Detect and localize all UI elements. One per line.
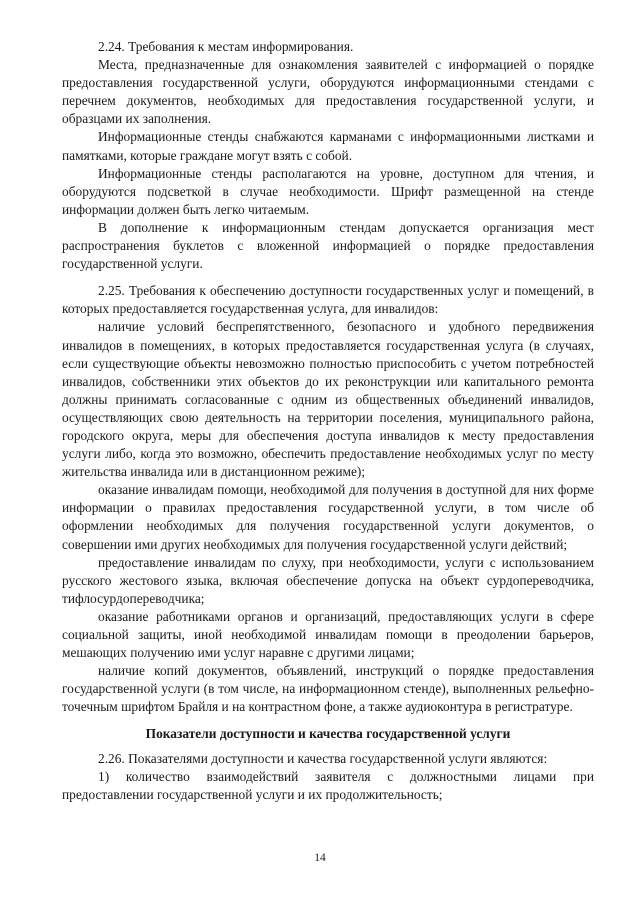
section-2-25-intro: 2.25. Требования к обеспечению доступности государственных услуг и помещений, в которых предоставляется государственная услуга, для инвалидов:: [62, 283, 594, 317]
paragraph: Информационные стенды располагаются на уровне, доступном для чтения, и оборудуются подсветкой в случае необходимости. Шрифт размещенной на стенде информации должен быть легко читаемым.: [62, 165, 594, 217]
paragraph: В дополнение к информационным стендам допускается организация мест распространения буклетов с вложенной информацией о порядке предоставления государственной услуги.: [62, 219, 594, 272]
paragraph: Информационные стенды снабжаются карманами с информационными листками и памятками, которые граждане могут взять с собой.: [62, 129, 594, 163]
section-2-24-heading: 2.24. Требования к местам информирования.: [98, 39, 354, 54]
list-item: оказание работниками органов и организаций, предоставляющих услуги в сфере социальной защиты, иной необходимой инвалидам помощи в преодолении барьеров, мешающих получению ими услуг наравне с другими лицами;: [62, 608, 594, 661]
section-2-26-intro: 2.26. Показателями доступности и качества государственной услуги являются:: [98, 750, 548, 766]
page-number: 14: [314, 852, 326, 864]
document-page: [62, 38, 594, 804]
section-title: Показатели доступности и качества государственной услуги: [145, 726, 511, 742]
list-item: наличие условий беспрепятственного, безопасного и удобного передвижения инвалидов в помещениях, в которых предоставляется государственная услуга (в случаях, если существующие объекты невозможно полностью приспособить с учетом потребностей инвалидов, собственники этих объектов до их реконструкции или капитального ремонта должны принимать согласованные с одним из общественных объединений инвалидов, осуществляющих свою деятельность на территории поселения, муниципального района, городского округа, меры для обеспечения доступа инвалидов к месту предоставления услуги либо, когда это возможно, обеспечить предоставление необходимых услуг по месту жительства инвалида или в дистанционном режиме);: [62, 319, 594, 480]
paragraph: Места, предназначенные для ознакомления заявителей с информацией о порядке предоставления государственной услуги, оборудуются информационными стендами с перечнем документов, необходимых для предоставления государственной услуги, и образцами их заполнения.: [62, 57, 594, 127]
list-item: предоставление инвалидам по слуху, при необходимости, услуги с использованием русского жестового языка, включая обеспечение допуска на объект сурдопереводчика, тифлосурдопереводчика;: [62, 554, 594, 606]
list-item: оказание инвалидам помощи, необходимой для получения в доступной для них форме информации о правилах предоставления государственной услуги, в том числе об оформлении необходимых для получения государственной услуги документов, о совершении ими других необходимых для получения государственной услуги действий;: [62, 482, 594, 552]
list-item: наличие копий документов, объявлений, инструкций о порядке предоставления государственной услуги (в том числе, на информационном стенде), выполненных рельефно-точечным шрифтом Брайля и на контрастном фоне, а также аудиоконтура в регистратуре.: [62, 663, 594, 715]
list-item: 1) количество взаимодействий заявителя с должностными лицами при предоставлении государственной услуги и их продолжительность;: [62, 768, 594, 802]
